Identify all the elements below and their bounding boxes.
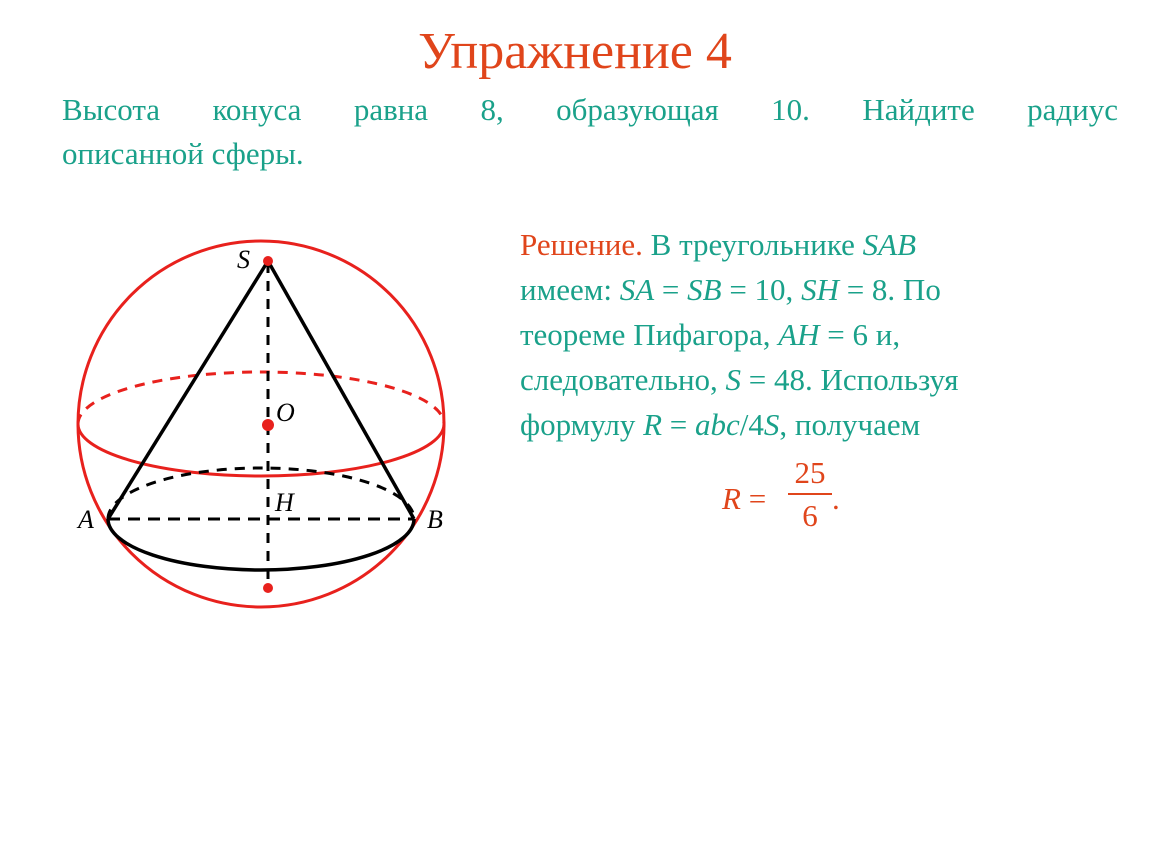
solution-heading: Решение. xyxy=(520,227,643,262)
cone-base-front xyxy=(108,519,414,570)
solution-text-span: = 8. По xyxy=(838,272,941,307)
label-b: B xyxy=(427,505,443,534)
solution-line-3 xyxy=(520,312,1140,357)
solution-line-1 xyxy=(520,222,1140,267)
fraction-denominator: 6 xyxy=(802,498,818,533)
problem-word: равна xyxy=(353,92,429,127)
solution-text xyxy=(520,222,1140,447)
solution-text-span: следовательно, xyxy=(520,362,726,397)
point-s xyxy=(263,256,273,266)
answer-lhs: R = xyxy=(722,481,767,516)
label-o: O xyxy=(276,398,295,427)
solution-text-span: имеем: xyxy=(520,272,620,307)
sphere-equator-back xyxy=(78,372,444,424)
label-a: A xyxy=(78,505,94,534)
problem-line-2: описанной сферы. xyxy=(62,136,304,171)
problem-word: Высота xyxy=(62,92,161,127)
answer-variable: R xyxy=(722,481,741,516)
solution-math: SB xyxy=(687,272,722,307)
generatrix-sb xyxy=(268,261,414,519)
solution-text-span: /4 xyxy=(739,407,764,442)
page-title: Упражнение 4 xyxy=(418,23,732,80)
problem-word: 10. xyxy=(771,92,810,127)
solution-math: AH xyxy=(778,317,820,352)
label-h: H xyxy=(275,488,294,517)
solution-text-span: = 6 и, xyxy=(819,317,901,352)
problem-word: конуса xyxy=(212,92,302,127)
solution-math: SAB xyxy=(862,227,917,262)
solution-text-span: = xyxy=(654,272,688,307)
answer-period: . xyxy=(832,481,840,516)
solution-math: S xyxy=(725,362,742,397)
problem-word: Найдите xyxy=(862,92,975,127)
solution-text-span: формулу xyxy=(520,407,644,442)
solution-text-span: , получаем xyxy=(779,407,921,442)
generatrix-sa xyxy=(108,261,268,519)
solution-math: abc xyxy=(695,407,740,442)
label-s: S xyxy=(237,245,250,274)
answer-fraction xyxy=(788,455,832,535)
solution-math: R xyxy=(643,407,663,442)
problem-word: радиус xyxy=(1027,92,1118,127)
fraction-numerator: 25 xyxy=(794,455,826,490)
solution-line-4 xyxy=(520,357,1140,402)
fraction-bar xyxy=(788,493,832,495)
problem-word: образующая xyxy=(556,92,719,127)
sphere-outline xyxy=(78,241,444,607)
solution-text-span: В треугольнике xyxy=(650,227,863,262)
problem-word: 8, xyxy=(480,92,504,127)
solution-line-5 xyxy=(520,402,1140,447)
solution-math: SH xyxy=(801,272,839,307)
solution-math: SA xyxy=(619,272,655,307)
solution-text-span: теореме Пифагора, xyxy=(520,317,779,352)
solution-text-span: = 48. Используя xyxy=(741,362,959,397)
solution-math: S xyxy=(763,407,780,442)
point-bottom xyxy=(263,583,273,593)
solution-text-span: = 10, xyxy=(721,272,802,307)
solution-text-span: = xyxy=(662,407,696,442)
solution-line-2 xyxy=(520,267,1140,312)
point-o xyxy=(262,419,274,431)
